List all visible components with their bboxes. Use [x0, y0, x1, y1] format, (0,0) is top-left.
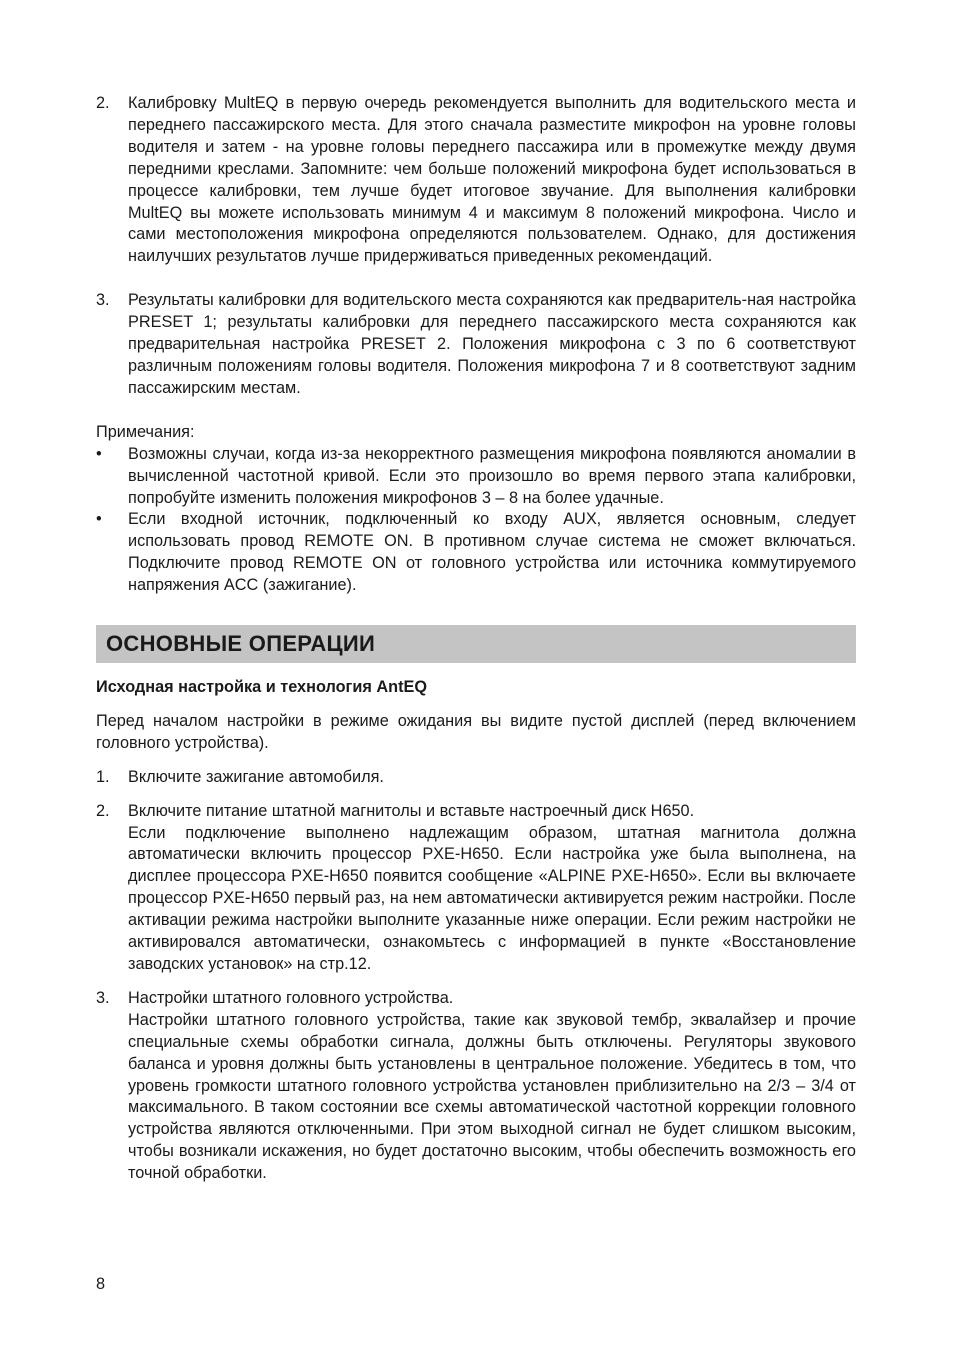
note-bullet: [96, 509, 856, 597]
note-text: Если входной источник, подключенный ко входу AUX, является основным, следует использовать провод REMOTE ON. В противном случае система не сможет включаться. Подключите провод REMOTE ON от головного устройства или источника коммутируемого напряжения ACC (зажигание).: [128, 510, 856, 595]
step-text: Включите питание штатной магнитолы и вставьте настроечный диск H650.: [128, 801, 695, 820]
page-number: 8: [96, 1275, 106, 1293]
step-number: 3.: [96, 988, 110, 1007]
bullet-mark: •: [96, 444, 102, 463]
section-header-bar: [96, 625, 856, 663]
bullet-mark: •: [96, 510, 102, 529]
step-detail: Если подключение выполнено надлежащим образом, штатная магнитола должна автоматически включить процессор PXE-H650. Если настройка уже была выполнена, на дисплее процессора PXE-H650 появится сообщение «ALPINE PXE-H650». Если вы включаете процессор PXE-H650 первый раз, на нем автоматически активируется режим настройки. После активации режима настройки выполните указанные ниже операции. Если режим настройки не активировался автоматически, ознакомьтесь с информацией в пункте «Восстановление заводских установок» на стр.12.: [128, 823, 856, 973]
step-item: [96, 988, 856, 1185]
item-text: Результаты калибровки для водительского места сохраняются как предваритель-ная настройка PRESET 1; результаты калибровки для переднего пассажирского места сохраняются как предварительная настройка PRESET 2. Положения микрофона с 3 по 6 соответствуют различным положениям головы водителя. Положения микрофона 7 и 8 соответствуют задним пассажирским местам.: [128, 291, 856, 397]
step-number: 2.: [96, 801, 110, 820]
section-intro: Перед началом настройки в режиме ожидания вы видите пустой дисплей (перед включением головного устройства).: [96, 711, 856, 752]
item-number: 3.: [96, 291, 110, 310]
note-text: Возможны случаи, когда из-за некорректного размещения микрофона появляются аномалии в вычисленной частотной кривой. Если это произошло во время первого этапа калибровки, попробуйте изменить положения микрофонов 3 – 8 на более удачные.: [128, 444, 856, 507]
notes-label: Примечания:: [96, 422, 195, 441]
step-item: [96, 767, 856, 789]
section-title: ОСНОВНЫЕ ОПЕРАЦИИ: [106, 631, 376, 657]
list-item: [96, 290, 856, 400]
section-subtitle: Исходная настройка и технология AntEQ: [96, 678, 428, 697]
list-item: [96, 93, 856, 268]
step-number: 1.: [96, 767, 110, 786]
step-text: Настройки штатного головного устройства.: [128, 988, 454, 1007]
step-item: [96, 801, 856, 976]
item-text: Калибровку MultEQ в первую очередь рекомендуется выполнить для водительского места и переднего пассажирского места. Для этого сначала разместите микрофон на уровне головы водителя и затем - на уровне головы переднего пассажира или в промежутке между двумя передними креслами. Запомните: чем больше положений микрофона будет использоваться в процессе калибровки, тем лучше будет итоговое звучание. Для выполнения калибровки MultEQ вы можете использовать минимум 4 и максимум 8 положений микрофона. Число и сами местоположения микрофона определяются пользователем. Однако, для достижения наилучших результатов лучше придерживаться приведенных рекомендаций.: [128, 94, 856, 266]
page-content: [96, 93, 856, 1185]
step-detail: Настройки штатного головного устройства, такие как звуковой тембр, эквалайзер и прочие специальные схемы обработки сигнала, должны быть отключены. Регуляторы звукового баланса и уровня должны быть установлены в центральное положение. Убедитесь в том, что уровень громкости штатного головного устройства установлен приблизительно на 2/3 – 3/4 от максимального. В таком состоянии все схемы автоматической частотной коррекции головного устройства являются отключенными. При этом выходной сигнал не будет слишком высоким, чтобы возникали искажения, но будет достаточно высоким, чтобы обеспечить возможность его точной обработки.: [128, 1010, 856, 1183]
step-text: Включите зажигание автомобиля.: [128, 767, 384, 786]
note-bullet: [96, 444, 856, 510]
item-number: 2.: [96, 94, 110, 112]
